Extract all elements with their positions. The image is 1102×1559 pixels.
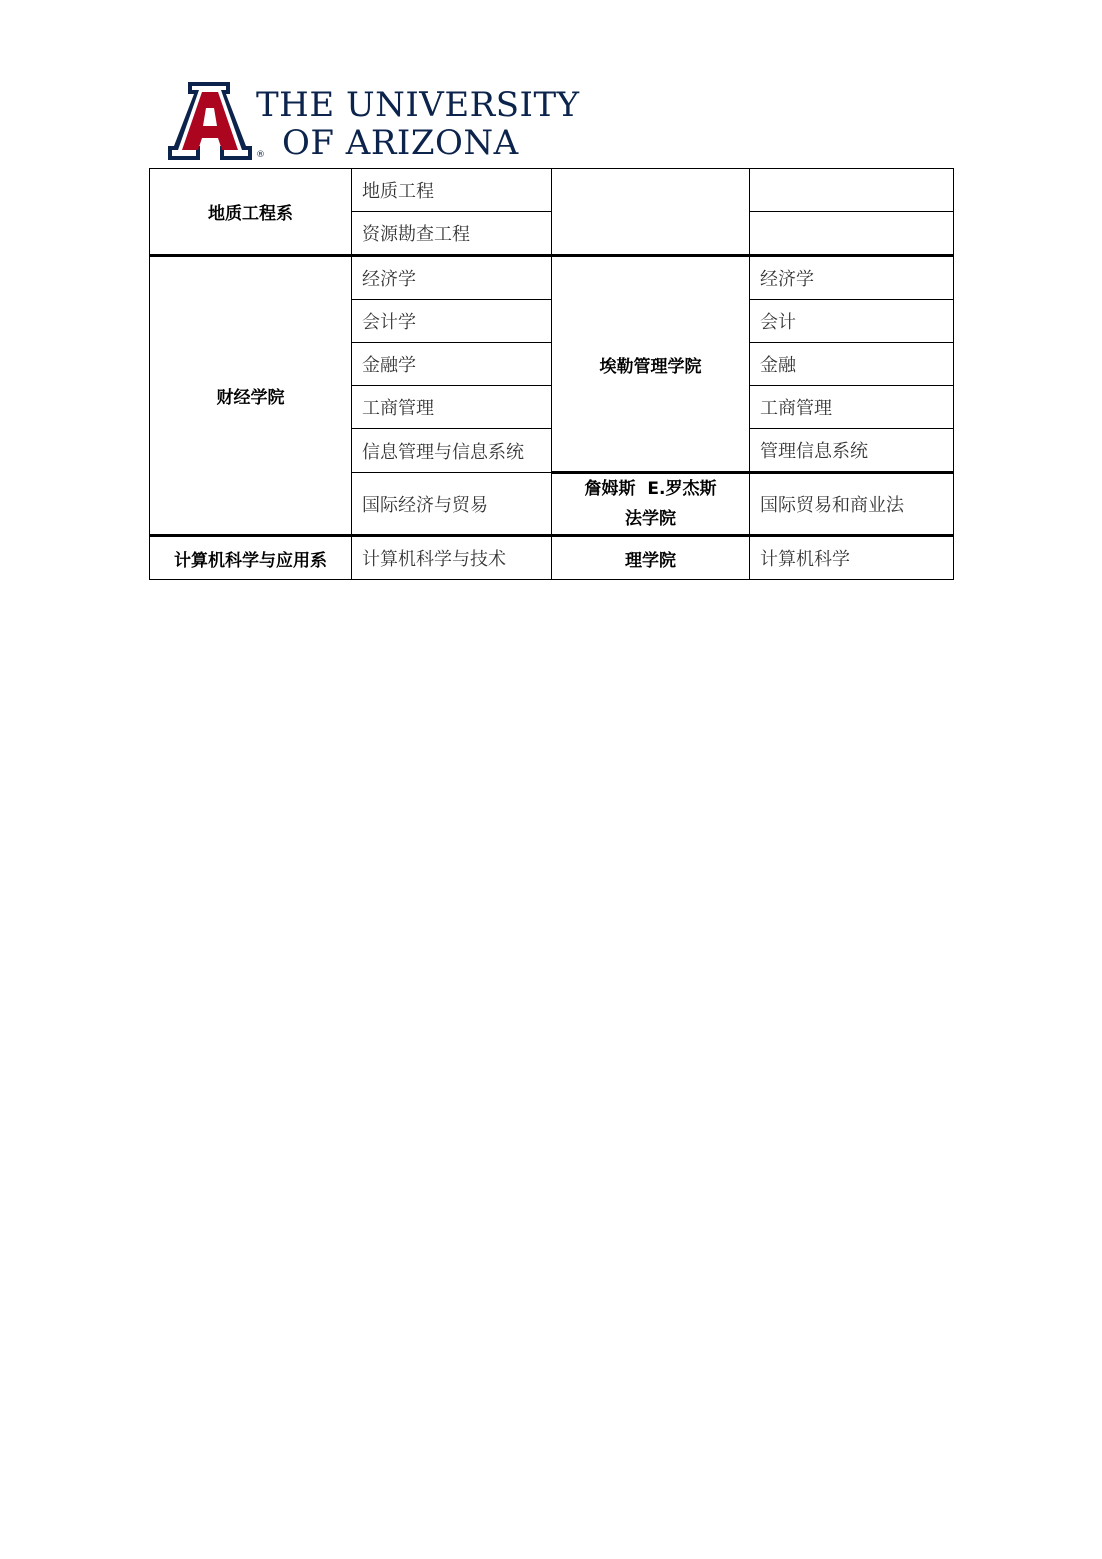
college-cell-left: 计算机科学与应用系 (150, 536, 352, 580)
college-cell-left: 财经学院 (150, 256, 352, 536)
registered-mark: ® (256, 150, 265, 160)
major-cell-right: 会计 (750, 300, 954, 343)
college-cell-right (552, 473, 750, 536)
college-cell-right: 理学院 (552, 536, 750, 580)
major-cell-right: 管理信息系统 (750, 429, 954, 473)
major-cell-right: 金融 (750, 343, 954, 386)
major-cell-left: 地质工程 (352, 169, 552, 212)
logo-line-1: THE UNIVERSITY (256, 85, 580, 125)
logo-wordmark (256, 86, 580, 162)
logo-line-2: OF ARIZONA (282, 123, 519, 163)
major-cell-right: 国际贸易和商业法 (750, 473, 954, 536)
major-cell-left: 国际经济与贸易 (352, 473, 552, 536)
major-cell-left: 金融学 (352, 343, 552, 386)
major-cell-right: 经济学 (750, 256, 954, 300)
college-cell-left: 地质工程系 (150, 169, 352, 256)
major-comparison-table (149, 168, 954, 580)
college-name-line-1: 詹姆斯 E.罗杰斯 (584, 479, 717, 499)
college-cell-right (552, 169, 750, 256)
college-name-line-2: 法学院 (625, 509, 676, 529)
major-cell-left: 会计学 (352, 300, 552, 343)
table-row (150, 169, 954, 212)
major-cell-left: 计算机科学与技术 (352, 536, 552, 580)
table-row (150, 256, 954, 300)
major-cell-right (750, 169, 954, 212)
major-cell-left: 资源勘查工程 (352, 212, 552, 256)
university-of-arizona-logo (168, 80, 580, 164)
major-cell-right: 计算机科学 (750, 536, 954, 580)
table-row (150, 536, 954, 580)
block-a-logo-icon (168, 80, 252, 162)
major-cell-left: 信息管理与信息系统 (352, 429, 552, 473)
major-cell-left: 工商管理 (352, 386, 552, 429)
major-cell-right: 工商管理 (750, 386, 954, 429)
major-cell-left: 经济学 (352, 256, 552, 300)
college-cell-right: 埃勒管理学院 (552, 256, 750, 473)
major-cell-right (750, 212, 954, 256)
